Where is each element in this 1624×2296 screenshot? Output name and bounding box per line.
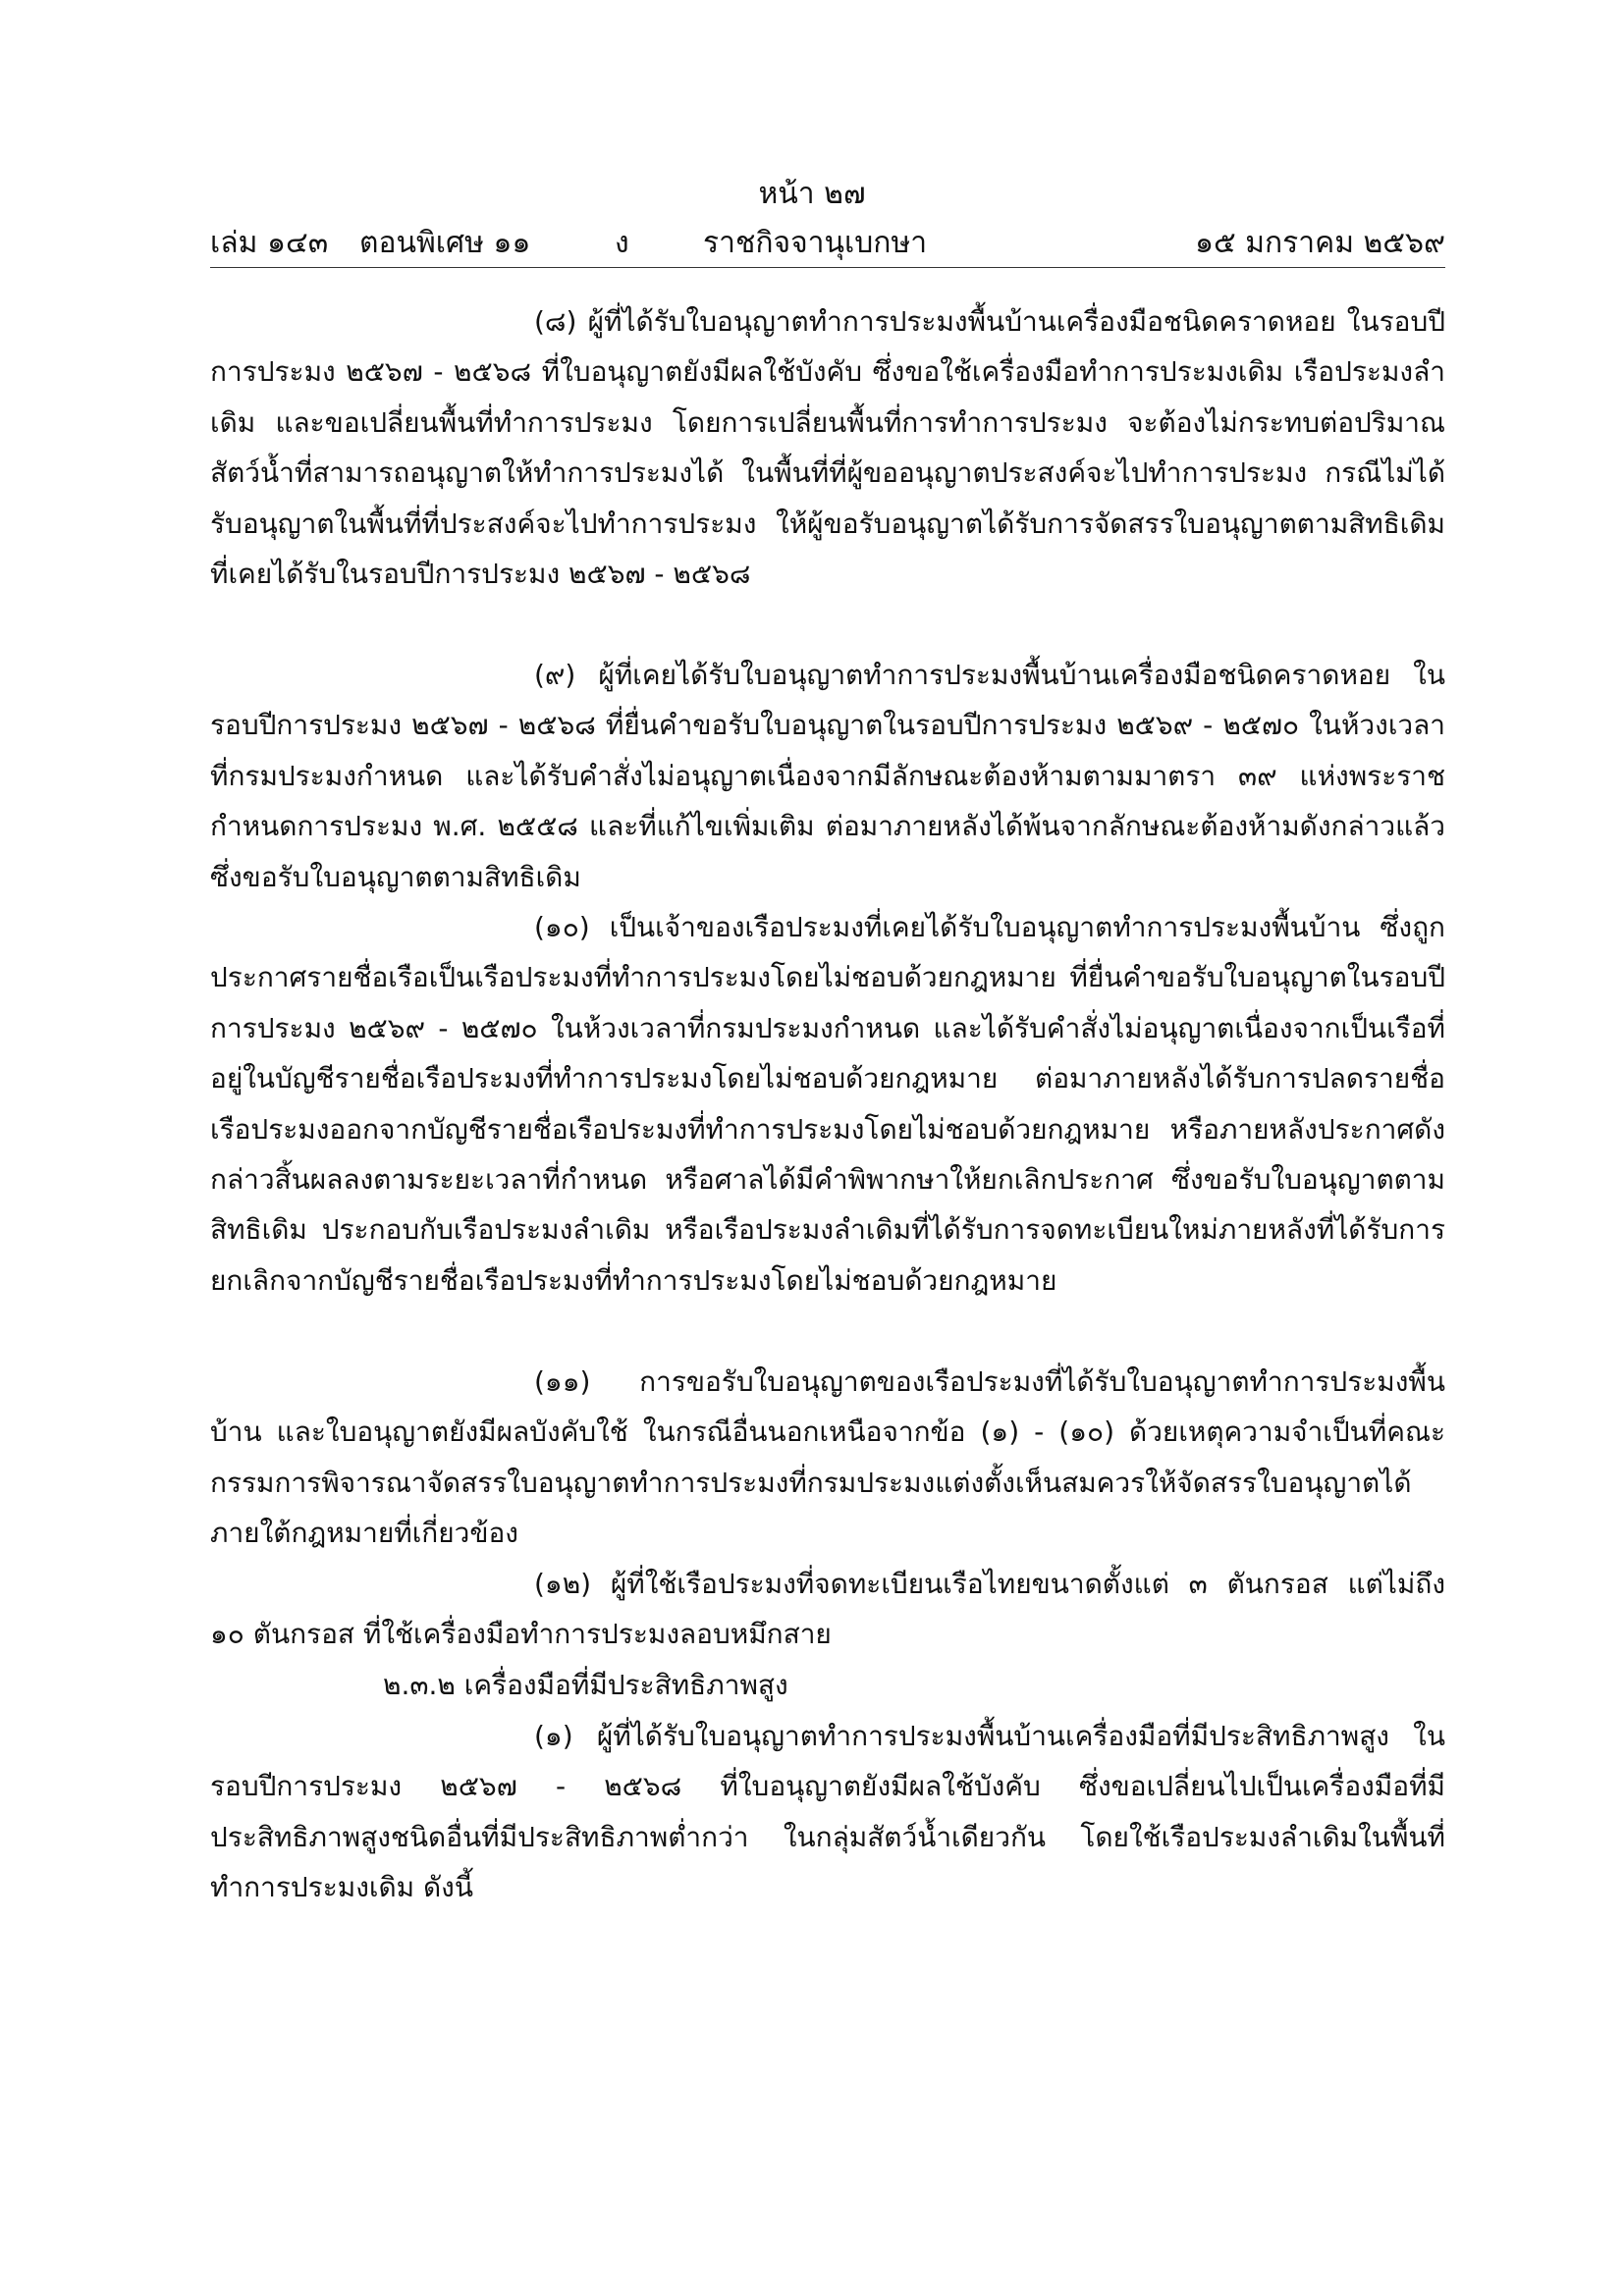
paragraph-item-11: (๑๑) การขอรับใบอนุญาตของเรือประมงที่ได้รับใบอนุญาตทำการประมงพื้นบ้าน และใบอนุญาตยังมีผลบังคับใช้ ในกรณีอื่นนอกเหนือจากข้อ (๑) - (๑๐) ด้วยเหตุความจำเป็นที่คณะกรรมการพิจารณาจัดสรรใบอนุญาตทำการประมงที่กรมประมงแต่งตั้งเห็นสมควรให้จัดสรรใบอนุญาตได้ภายใต้กฎหมายที่เกี่ยวข้อง xyxy=(210,1365,1445,1550)
paragraph-item-12: (๑๒) ผู้ที่ใช้เรือประมงที่จดทะเบียนเรือไทยขนาดตั้งแต่ ๓ ตันกรอส แต่ไม่ถึง ๑๐ ตันกรอส ที่ใช้เครื่องมือทำการประมงลอบหมึกสาย xyxy=(210,1568,1445,1651)
page-number: หน้า ๒๗ xyxy=(758,177,866,211)
gazette-title: ราชกิจจานุเบกษา xyxy=(703,226,928,260)
gazette-header xyxy=(210,224,1445,263)
special-section: ตอนพิเศษ ๑๑ xyxy=(359,226,531,260)
paragraph-item-8: (๘) ผู้ที่ได้รับใบอนุญาตทำการประมงพื้นบ้านเครื่องมือชนิดคราดหอย ในรอบปีการประมง ๒๕๖๗ - ๒๕๖๘ ที่ใบอนุญาตยังมีผลใช้บังคับ ซึ่งขอใช้เครื่องมือทำการประมงเดิม เรือประมงลำเดิม และขอเปลี่ยนพื้นที่ทำการประมง โดยการเปลี่ยนพื้นที่การทำการประมง จะต้องไม่กระทบต่อปริมาณสัตว์น้ำที่สามารถอนุญาตให้ทำการประมงได้ ในพื้นที่ที่ผู้ขออนุญาตประสงค์จะไปทำการประมง กรณีไม่ได้รับอนุญาตในพื้นที่ที่ประสงค์จะไปทำการประมง ให้ผู้ขอรับอนุญาตได้รับการจัดสรรใบอนุญาตตามสิทธิเดิมที่เคยได้รับในรอบปีการประมง ๒๕๖๗ - ๒๕๖๘ xyxy=(210,305,1445,591)
section-letter: ง xyxy=(615,226,629,260)
subsection-heading: ๒.๓.๒ เครื่องมือที่มีประสิทธิภาพสูง xyxy=(383,1669,788,1701)
volume-number: เล่ม ๑๔๓ xyxy=(210,226,329,260)
paragraph-item-9: (๙) ผู้ที่เคยได้รับใบอนุญาตทำการประมงพื้นบ้านเครื่องมือชนิดคราดหอย ในรอบปีการประมง ๒๕๖๗ - ๒๕๖๘ ที่ยื่นคำขอรับใบอนุญาตในรอบปีการประมง ๒๕๖๙ - ๒๕๗๐ ในห้วงเวลาที่กรมประมงกำหนด และได้รับคำสั่งไม่อนุญาตเนื่องจากมีลักษณะต้องห้ามตามมาตรา ๓๙ แห่งพระราชกำหนดการประมง พ.ศ. ๒๕๕๘ และที่แก้ไขเพิ่มเติม ต่อมาภายหลังได้พ้นจากลักษณะต้องห้ามดังกล่าวแล้ว ซึ่งขอรับใบอนุญาตตามสิทธิเดิม xyxy=(210,659,1445,893)
header-divider xyxy=(210,267,1445,268)
paragraph-high-efficiency-1: (๑) ผู้ที่ได้รับใบอนุญาตทำการประมงพื้นบ้านเครื่องมือที่มีประสิทธิภาพสูง ในรอบปีการประมง ๒๕๖๗ - ๒๕๖๘ ที่ใบอนุญาตยังมีผลใช้บังคับ ซึ่งขอเปลี่ยนไปเป็นเครื่องมือที่มีประสิทธิภาพสูงชนิดอื่นที่มีประสิทธิภาพต่ำกว่า ในกลุ่มสัตว์น้ำเดียวกัน โดยใช้เรือประมงลำเดิมในพื้นที่ทำการประมงเดิม ดังนี้ xyxy=(210,1720,1445,1904)
paragraph-item-10: (๑๐) เป็นเจ้าของเรือประมงที่เคยได้รับใบอนุญาตทำการประมงพื้นบ้าน ซึ่งถูกประกาศรายชื่อเรือเป็นเรือประมงที่ทำการประมงโดยไม่ชอบด้วยกฎหมาย ที่ยื่นคำขอรับใบอนุญาตในรอบปีการประมง ๒๕๖๙ - ๒๕๗๐ ในห้วงเวลาที่กรมประมงกำหนด และได้รับคำสั่งไม่อนุญาตเนื่องจากเป็นเรือที่อยู่ในบัญชีรายชื่อเรือประมงที่ทำการประมงโดยไม่ชอบด้วยกฎหมาย ต่อมาภายหลังได้รับการปลดรายชื่อเรือประมงออกจากบัญชีรายชื่อเรือประมงที่ทำการประมงโดยไม่ชอบด้วยกฎหมาย หรือภายหลังประกาศดังกล่าวสิ้นผลลงตามระยะเวลาที่กำหนด หรือศาลได้มีคำพิพากษาให้ยกเลิกประกาศ ซึ่งขอรับใบอนุญาตตามสิทธิเดิม ประกอบกับเรือประมงลำเดิม หรือเรือประมงลำเดิมที่ได้รับการจดทะเบียนใหม่ภายหลังที่ได้รับการยกเลิกจากบัญชีรายชื่อเรือประมงที่ทำการประมงโดยไม่ชอบด้วยกฎหมาย xyxy=(210,911,1445,1297)
publication-date: ๑๕ มกราคม ๒๕๖๙ xyxy=(1194,226,1445,260)
document-body xyxy=(210,296,1445,1913)
